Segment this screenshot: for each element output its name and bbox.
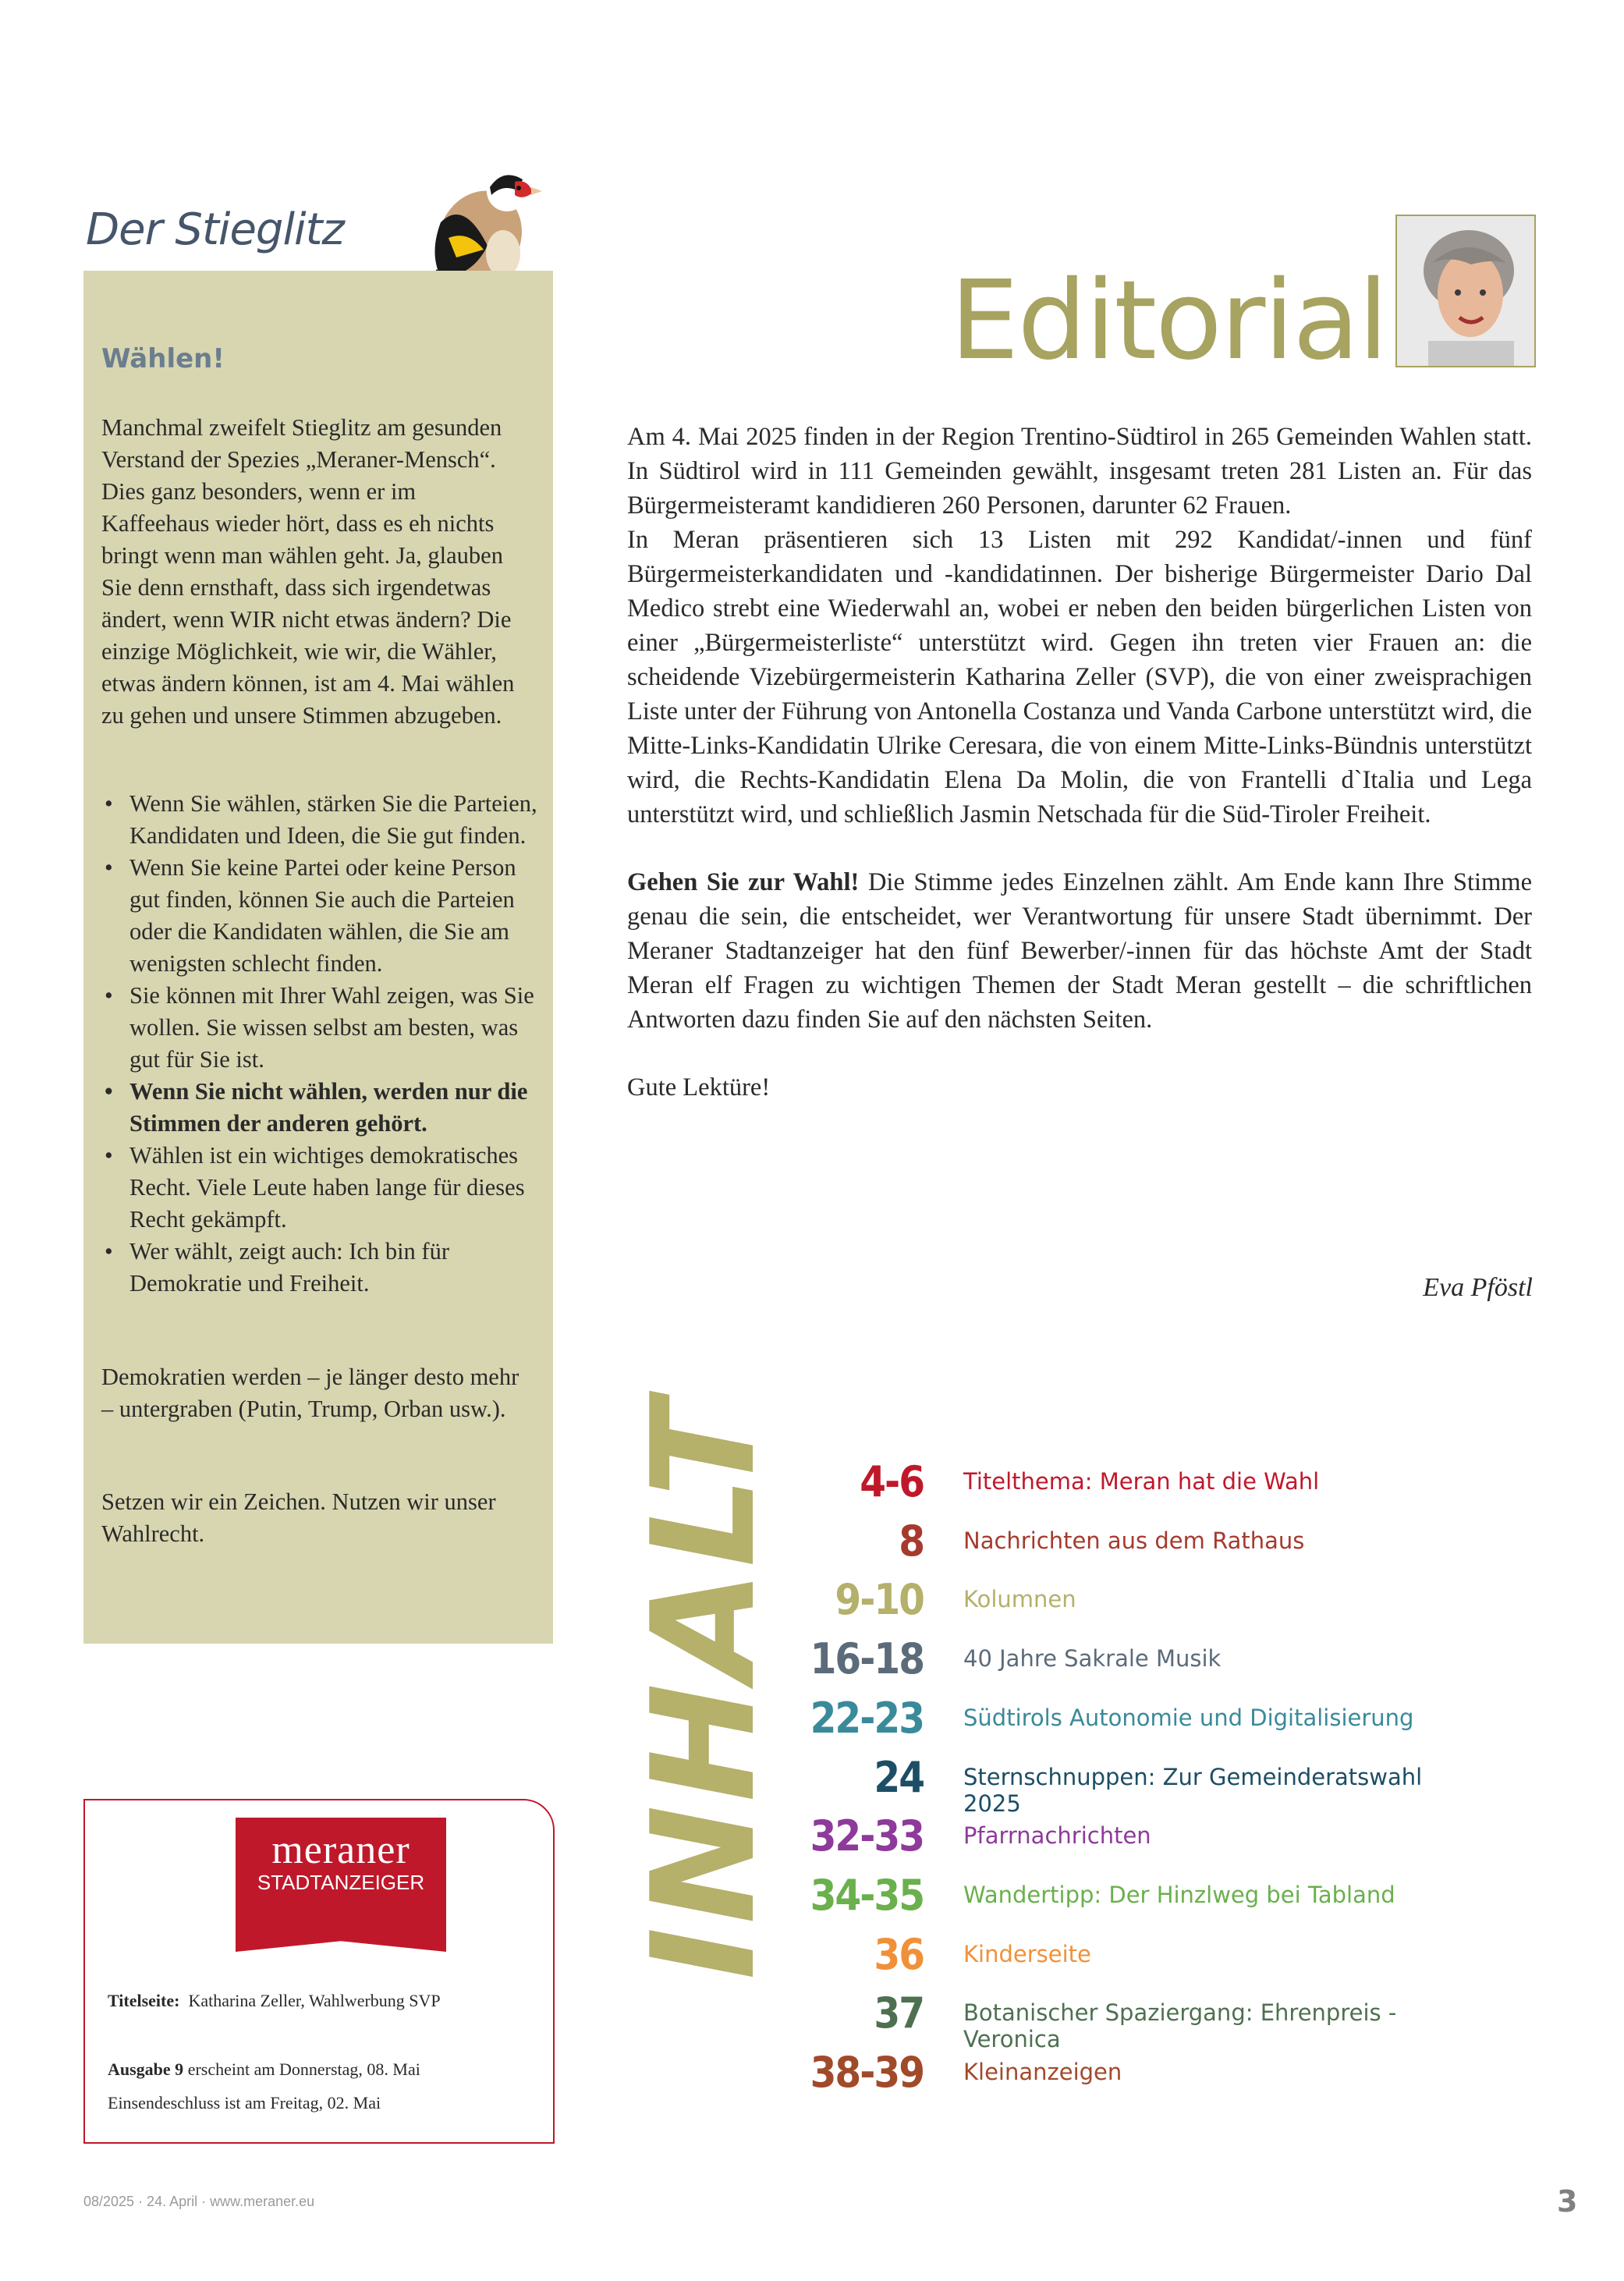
- toc-page-range: 38-39: [810, 2048, 924, 2097]
- toc-page-range: 22-23: [810, 1693, 924, 1743]
- logo-name: meraner: [271, 1828, 410, 1872]
- toc-label: Wandertipp: Der Hinzlweg bei Tabland: [963, 1881, 1395, 1908]
- toc-label: Pfarrnachrichten: [963, 1822, 1151, 1850]
- author-signature: Eva Pföstl: [1423, 1273, 1533, 1302]
- toc-page-range: 34-35: [810, 1870, 924, 1920]
- stieglitz-closing: Setzen wir ein Zeichen. Nutzen wir unser Wahlrecht.: [101, 1488, 496, 1547]
- toc-page-range: 4-6: [860, 1457, 924, 1506]
- stieglitz-outro: Demokratien werden – je länger desto mehr – untergraben (Putin, Trump, Orban usw.).: [101, 1364, 519, 1422]
- toc-label: Botanischer Spaziergang: Ehrenpreis - Veronica: [963, 1999, 1397, 2053]
- toc-entry[interactable]: [780, 1516, 1482, 1566]
- toc-page-range: 8: [899, 1516, 924, 1566]
- toc-entry[interactable]: [780, 2048, 1482, 2095]
- toc-label: Titelthema: Meran hat die Wahl: [963, 1468, 1320, 1495]
- bullet-item: • Wählen ist ein wichtiges demokratisches Recht. Viele Leute haben lange für dieses Recht gekämpft.: [101, 1140, 538, 1236]
- toc-label: Südtirols Autonomie und Digitalisierung: [963, 1704, 1414, 1731]
- author-photo: [1395, 215, 1536, 367]
- page-number: 3: [1557, 2184, 1578, 2219]
- toc-entry[interactable]: [780, 1811, 1482, 1861]
- toc-page-range: 36: [874, 1929, 924, 1979]
- toc-entry[interactable]: [780, 1988, 1482, 2053]
- editorial-greeting: Gute Lektüre!: [627, 1073, 771, 1101]
- toc-label: Kleinanzeigen: [963, 2059, 1122, 2085]
- toc-page-range: 16-18: [810, 1634, 924, 1684]
- editorial-paragraph: Gehen Sie zur Wahl! Die Stimme jedes Einzelnen zählt. Am Ende kann Ihre Stimme genau die sein, die entscheidet, wer Verantwortung für unsere Stadt übernimmt. Der Meraner Stadtanzeiger hat den fünf Bewerber/-innen für das höchste Amt der Stadt Meran elf Fragen zu wichtigen Themen der Stadt Meran gestellt – die schriftlichen Antworten dazu finden Sie auf den nächsten Seiten.: [627, 868, 1532, 1034]
- toc-label: Kolumnen: [963, 1586, 1076, 1613]
- bullet-item: • Wenn Sie nicht wählen, werden nur die Stimmen der anderen gehört.: [101, 1076, 538, 1140]
- toc-entry[interactable]: [780, 1634, 1482, 1684]
- bullet-item: • Wer wählt, zeigt auch: Ich bin für Demokratie und Freiheit.: [101, 1236, 538, 1300]
- editorial-paragraph: Am 4. Mai 2025 finden in der Region Trentino-Südtirol in 265 Gemeinden Wahlen statt. In Südtirol wird in 111 Gemeinden gewählt, insgesamt treten 281 Listen an. Für das Bürgermeisteramt kandidieren 260 Personen, darunter 62 Frauen. In Meran präsentieren sich 13 Listen mit 292 Kandidat/-innen und fünf Bürgermeisterkandidaten und -kandidatinnen. Der bisherige Bürgermeister Dario Dal Medico strebt eine Wiederwahl an, wobei er neben den beiden bürgerlichen Listen von einer „Bürgermeisterliste“ unterstützt wird. Gegen ihn treten vier Frauen an: die scheidende Vizebürgermeisterin Katharina Zeller (SVP), die von einer zweisprachigen Liste unter der Führung von Antonella Costanza und Vanda Carbone unterstützt wird, die Mitte-Links-Kandidatin Ulrike Ceresara, die von einem Mitte-Links-Bündnis unterstützt wird, die Rechts-Kandidatin Elena Da Molin, die von Frantelli d`Italia und Lega unterstützt wird, und schließlich Jasmin Netschada für die Süd-Tiroler Freiheit.: [627, 423, 1532, 828]
- toc-label: Sternschnuppen: Zur Gemeinderatswahl 2025: [963, 1763, 1423, 1817]
- next-issue-info: Ausgabe 9 erscheint am Donnerstag, 08. Mai: [108, 2059, 420, 2079]
- stieglitz-title: Der Stieglitz: [86, 204, 344, 255]
- logo-subtitle: STADTANZEIGER: [257, 1871, 425, 1894]
- stieglitz-intro: Manchmal zweifelt Stieglitz am gesunden Verstand der Spezies „Meraner-Mensch“. Dies ganz besonders, wenn er im Kaffeehaus wieder hört, dass es eh nichts bringt wenn man wählen geht. Ja, glauben Sie denn ernsthaft, dass sich irgendetwas ändert, wenn WIR nicht etwas ändern? Die einzige Möglichkeit, wie wir, die Wähler, etwas ändern können, ist am 4. Mai wählen zu gehen und unsere Stimmen abzugeben.: [101, 414, 515, 729]
- toc-entry[interactable]: [780, 1870, 1482, 1920]
- toc-page-range: 37: [874, 1988, 924, 2038]
- toc-entry[interactable]: [780, 1752, 1482, 1817]
- bullet-item: • Wenn Sie keine Partei oder keine Person gut finden, können Sie auch die Parteien oder die Kandidaten wählen, die Sie am wenigsten schlecht finden.: [101, 852, 538, 980]
- footer-info: 08/2025 · 24. April · www.meraner.eu: [83, 2194, 315, 2209]
- deadline-info: Einsendeschluss ist am Freitag, 02. Mai: [108, 2093, 381, 2112]
- editorial-title: Editorial: [950, 257, 1387, 385]
- stieglitz-heading: Wählen!: [101, 343, 225, 374]
- toc-entry[interactable]: [780, 1693, 1482, 1743]
- toc-entry[interactable]: [780, 1930, 1482, 1977]
- toc-label: Kinderseite: [963, 1940, 1091, 1967]
- toc-page-range: 9-10: [835, 1575, 924, 1625]
- bullet-item: • Sie können mit Ihrer Wahl zeigen, was Sie wollen. Sie wissen selbst am besten, was gut für Sie ist.: [101, 980, 538, 1076]
- toc-entry[interactable]: [780, 1457, 1482, 1504]
- toc-page-range: 24: [874, 1752, 924, 1802]
- toc-label: Nachrichten aus dem Rathaus: [963, 1527, 1305, 1554]
- cover-credit: Titelseite: Katharina Zeller, Wahlwerbung SVP: [108, 1991, 441, 2010]
- toc-entry[interactable]: [780, 1575, 1482, 1625]
- toc-page-range: 32-33: [810, 1811, 924, 1861]
- inhalt-title: INHALT: [621, 1396, 786, 1980]
- stieglitz-bullet-list: [101, 788, 538, 1300]
- bullet-item: • Wenn Sie wählen, stärken Sie die Parteien, Kandidaten und Ideen, die Sie gut finden.: [101, 788, 538, 852]
- toc-label: 40 Jahre Sakrale Musik: [963, 1645, 1222, 1673]
- editorial-body: [627, 420, 1532, 1138]
